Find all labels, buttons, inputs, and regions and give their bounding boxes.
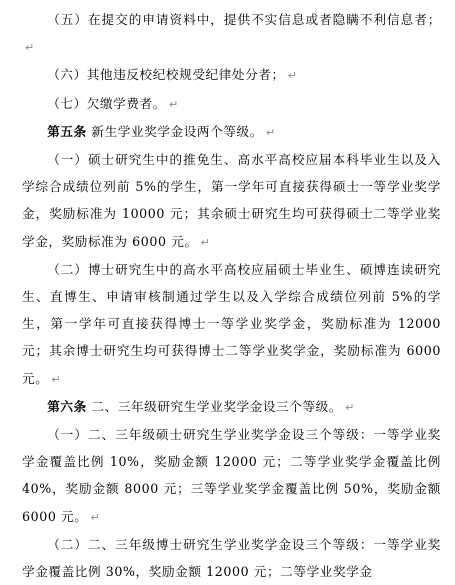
paragraph-master-students (22, 146, 441, 256)
paragraph-doctoral-students (22, 256, 441, 393)
paragraph-clause-7 (22, 90, 441, 118)
paragraph-text: （一）硕士研究生中的推免生、高水平高校应届本科毕业生以及入学综合成绩位列前 5%的学生，第一学年可直接获得硕士一等学业奖学金，奖励标准为 10000 元；其余硕士研究生均可获得硕士二等学业奖学金，奖励标准为 6000 元。 (22, 152, 441, 249)
paragraph-mark: ↵ (25, 41, 35, 55)
paragraph-text: （六）其他违反校纪校规受纪律处分者； (47, 67, 285, 83)
paragraph-mark: ↵ (168, 97, 179, 111)
paragraph-senior-doctoral (22, 531, 441, 585)
article-label: 第六条 (47, 398, 87, 414)
article-label: 第五条 (47, 123, 87, 139)
paragraph-text: 新生学业奖学金设两个等级。 (86, 123, 263, 139)
paragraph-text: （二）二、三年级博士研究生学业奖学金设三个等级：一等学业奖学金覆盖比例 30%，奖励金额 12000 元；二等学业奖学金 (22, 536, 441, 580)
paragraph-mark: ↵ (287, 69, 298, 83)
paragraph-senior-master (22, 421, 441, 531)
paragraph-text: （七）欠缴学费者。 (47, 95, 166, 111)
paragraph-text: （一）二、三年级硕士研究生学业奖学金设三个等级：一等学业奖学金覆盖比例 10%，奖励金额 12000 元；二等学业奖学金覆盖比例 40%，奖励金额 8000 元；三等学业奖学金覆盖比例 50%，奖励金额 6000 元。 (22, 427, 441, 524)
paragraph-mark: ↵ (51, 372, 62, 386)
paragraph-clause-6 (22, 61, 441, 89)
paragraph-text: （五）在提交的申请资料中，提供不实信息或者隐瞒不利信息者； (47, 12, 441, 27)
paragraph-clause-5 (22, 6, 441, 61)
paragraph-mark: ↵ (200, 235, 211, 249)
paragraph-mark: ↵ (345, 400, 355, 414)
article-6-heading (22, 393, 441, 421)
paragraph-text: 二、三年级研究生学业奖学金设三个等级。 (86, 398, 343, 414)
article-5-heading (22, 118, 441, 146)
paragraph-mark: ↵ (90, 510, 101, 524)
paragraph-mark: ↵ (265, 125, 276, 139)
paragraph-text: （二）博士研究生中的高水平高校应届硕士毕业生、硕博连读研究生、直博生、申请审核制通过学生以及入学综合成绩位列前 5%的学生，第一学年可直接获得博士一等学业奖学金，奖励标准为 12000 元；其余博士研究生均可获得博士二等学业奖学金，奖励标准为 6000 元。 (22, 261, 441, 386)
